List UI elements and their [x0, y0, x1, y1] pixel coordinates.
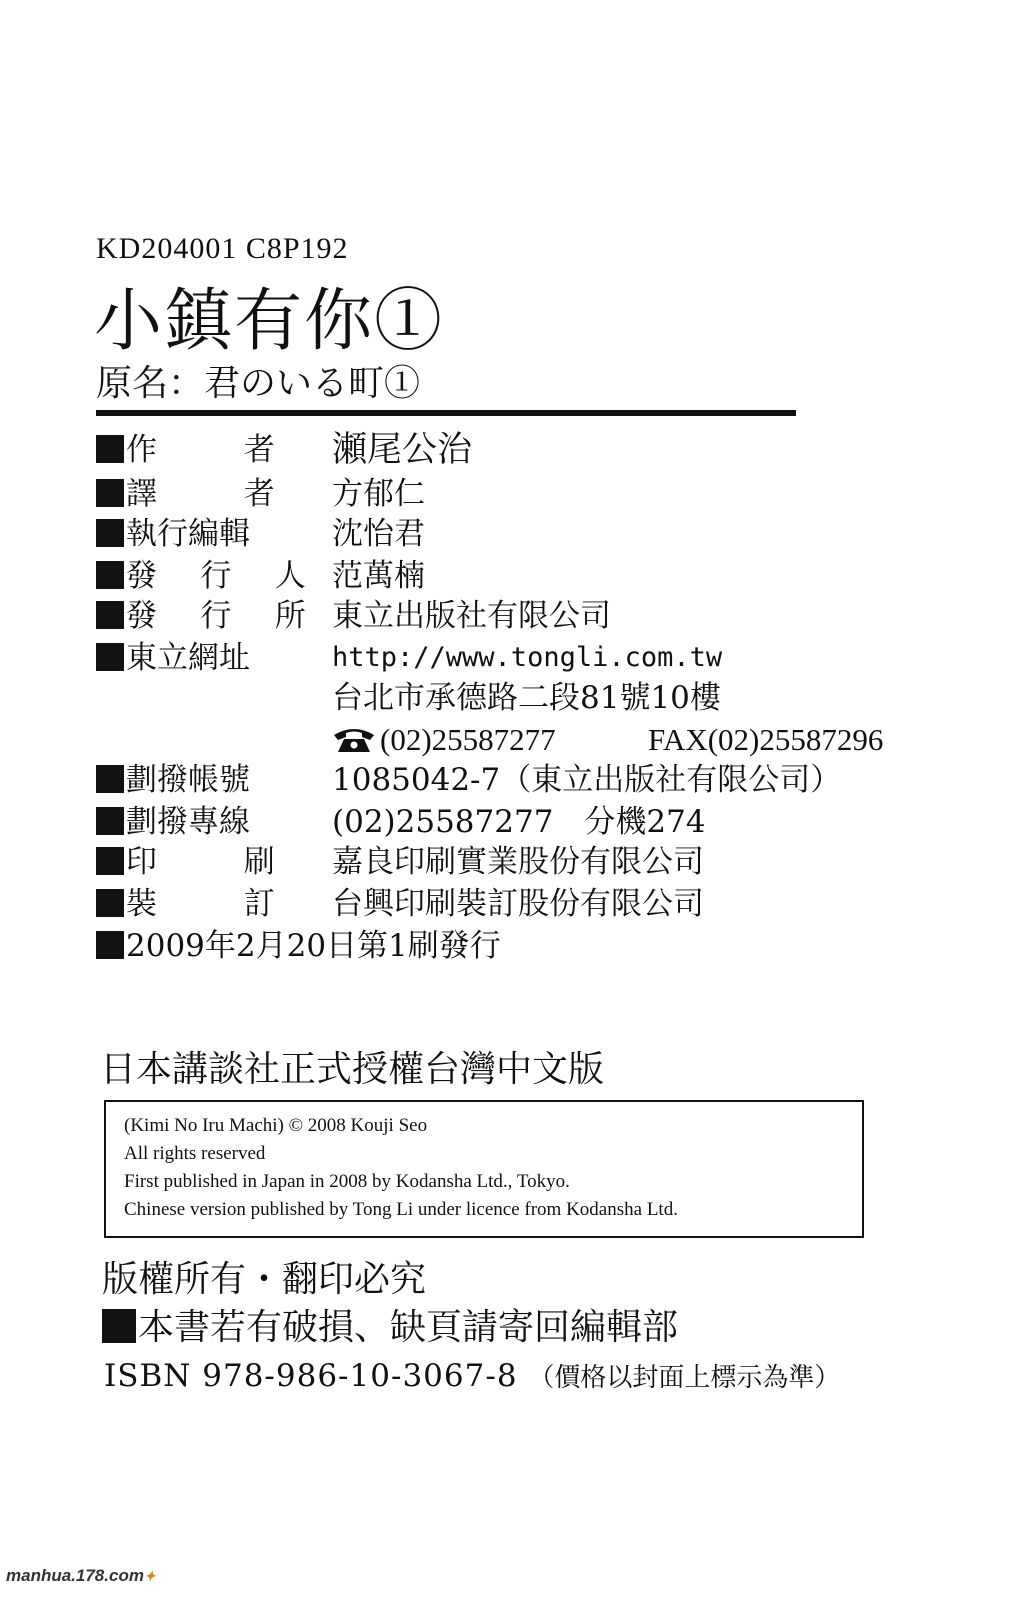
price-note: （價格以封面上標示為準） [528, 1363, 841, 1393]
credit-row-printing [96, 842, 976, 882]
bullet-square [96, 479, 124, 507]
credit-row-website [96, 638, 976, 678]
credit-label: 訂 [243, 886, 275, 922]
isbn: ISBN 978-986-10-3067-8 [104, 1358, 518, 1394]
credit-label: 譯 [126, 476, 157, 512]
credit-label: 行 [200, 558, 232, 594]
credit-row-editor [96, 514, 976, 554]
credit-label: 刷 [243, 844, 275, 880]
credit-value: 嘉良印刷實業股份有限公司 [332, 844, 704, 880]
copyright-box [104, 1100, 864, 1238]
credit-label: 行 [200, 598, 232, 634]
bullet-square [96, 931, 124, 959]
address: 台北市承德路二段81號10樓 [332, 680, 721, 716]
credit-label: 人 [274, 558, 306, 594]
watermark-row [6, 1566, 156, 1586]
copyright-line: (Kimi No Iru Machi) © 2008 Kouji Seo [124, 1115, 428, 1136]
phone-row [96, 720, 976, 760]
isbn-row [104, 1354, 840, 1400]
credit-row-translator [96, 474, 976, 514]
book-title: 小鎮有你① [94, 282, 445, 361]
credit-row-postal-line [96, 802, 976, 842]
credit-row-publisher [96, 556, 976, 596]
credit-label: 者 [243, 476, 275, 512]
bullet-square [96, 601, 124, 629]
bullet-square [96, 807, 124, 835]
bullet-square [102, 1309, 136, 1343]
credit-value: 1085042-7（東立出版社有限公司） [332, 762, 842, 798]
address-row [96, 678, 976, 718]
credit-label: 印 [126, 844, 157, 880]
damage-notice-row [102, 1306, 678, 1350]
credit-value: 范萬楠 [332, 558, 425, 594]
license-statement: 日本講談社正式授權台灣中文版 [100, 1049, 605, 1090]
print-date: 2009年2月20日第1刷發行 [126, 928, 501, 964]
bullet-square [96, 561, 124, 589]
credit-value: 東立出版社有限公司 [332, 598, 611, 634]
credit-value: 瀬尾公治 [332, 430, 473, 470]
credit-label: 者 [243, 432, 275, 468]
credit-label: 劃撥專線 [126, 804, 250, 840]
print-date-row [96, 926, 976, 966]
damage-notice: 本書若有破損、缺頁請寄回編輯部 [138, 1307, 679, 1348]
credit-row-binding [96, 884, 976, 924]
credit-label: 所 [274, 598, 306, 634]
title-divider [96, 410, 796, 416]
bullet-square [96, 435, 124, 463]
credit-value: 台興印刷裝訂股份有限公司 [332, 886, 704, 922]
copyright-line: Chinese version published by Tong Li under licence from Kodansha Ltd. [124, 1199, 678, 1220]
credit-row-author [96, 430, 976, 470]
credit-label: 東立網址 [126, 640, 250, 676]
credit-row-publishing-house [96, 596, 976, 636]
fax-number: FAX(02)25587296 [648, 722, 884, 757]
credit-value: 方郁仁 [332, 476, 425, 512]
credit-label: 裝 [126, 886, 157, 922]
bullet-square [96, 643, 124, 671]
bullet-square [96, 847, 124, 875]
telephone-icon [332, 727, 376, 753]
credit-label: 作 [126, 432, 157, 468]
credit-row-postal-account [96, 760, 976, 800]
watermark: manhua.178.com [6, 1566, 144, 1585]
bullet-square [96, 765, 124, 793]
credit-label: 發 [126, 598, 157, 634]
copyright-line: First published in Japan in 2008 by Kodansha Ltd., Tokyo. [124, 1171, 570, 1192]
catalog-code: KD204001 C8P192 [96, 232, 349, 265]
copyright-line: All rights reserved [124, 1143, 266, 1164]
credit-label: 執行編輯 [126, 516, 250, 552]
credit-label: 發 [126, 558, 157, 594]
phone-number: (02)25587277 [380, 722, 556, 757]
credit-value: 沈怡君 [332, 516, 425, 552]
star-icon: ✦ [143, 1568, 156, 1584]
credit-label: 劃撥帳號 [126, 762, 250, 798]
bullet-square [96, 519, 124, 547]
original-title: 原名：君のいる町① [96, 363, 421, 404]
credit-value: (02)25587277 分機274 [332, 804, 706, 840]
rights-reserved: 版權所有・翻印必究 [102, 1259, 427, 1300]
website-url: http://www.tongli.com.tw [332, 642, 723, 673]
bullet-square [96, 889, 124, 917]
